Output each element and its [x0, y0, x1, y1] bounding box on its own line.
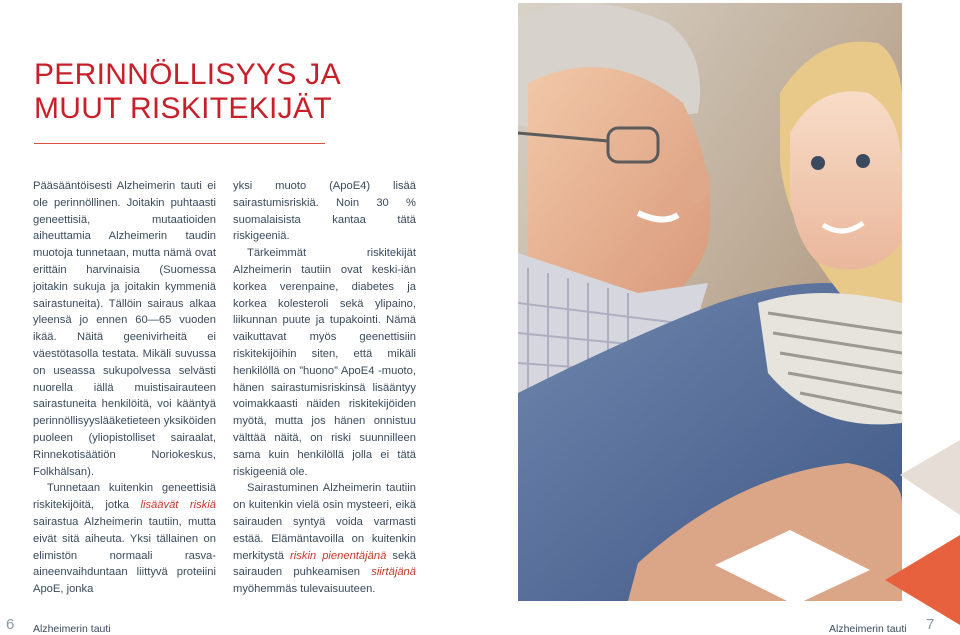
page-title — [34, 58, 354, 126]
middle-text-column — [233, 178, 416, 598]
page-number-left: 6 — [6, 616, 15, 633]
decorative-triangles — [700, 430, 960, 635]
footer-label-left: Alzheimerin tauti — [33, 623, 111, 635]
left-paragraph-1: Pääsääntöisesti Alzheimerin tauti ei ole perinnöllinen. Joitakin puhtaasti geneettisiä, mutaatioiden aiheuttamia Alzheimerin taudin muotoja tunnetaan, mutta nämä ovat erittäin harvinaisia (Suomessa joitakin sukuja ja joitakin kymmeniä sairastuneita). Tällöin sairaus alkaa yleensä jo ennen 60—65 vuoden ikää. Näitä geenivirheitä ei väestötasolla testata. Mikäli suvussa on useassa sukupolvessa selvästi nuorella iällä muistisairauteen sairastuneita henkilöitä, voi kääntyä perinnöllisyyslääketieteen yksiköiden puoleen (yliopistolliset sairaalat, Rinnekotisäätiön Noriokeskus, Folkhälsan). — [33, 180, 216, 478]
emphasis-risk-reducer: riskin pienentäjänä — [290, 549, 387, 562]
white-diamond-shape — [715, 530, 870, 605]
footer-label-right: Alzheimerin tauti — [829, 623, 907, 635]
middle-paragraph-3-start: Sairastuminen Alzheimerin tautiin on kuitenkin vielä osin mysteeri, eikä sairauden syntyä voida varmasti estää. Elämäntavoilla on kuitenkin merkitystä — [233, 482, 416, 562]
page-number-right: 7 — [926, 616, 935, 633]
page-title-line-1: PERINNÖLLISYYS JA — [34, 58, 341, 91]
emphasis-postponer: siirtäjänä — [371, 566, 416, 579]
middle-paragraph-3 — [233, 480, 416, 598]
left-paragraph-2-start: Tunnetaan kuitenkin geneettisiä riskitekijöitä, jotka — [33, 482, 216, 512]
orange-triangle — [885, 535, 960, 625]
middle-paragraph-1: yksi muoto (ApoE4) lisää sairastumisriskiä. Noin 30 % suomalaisista kantaa tätä riskigeeniä. — [233, 180, 416, 243]
title-underline — [34, 143, 325, 144]
beige-triangle — [900, 440, 960, 515]
middle-paragraph-2: Tärkeimmät riskitekijät Alzheimerin tautiin ovat keski-iän korkea verenpaine, diabetes ja korkea kolesteroli sekä ylipaino, liikunnan puute ja tupakointi. Nämä vaikuttavat myös geenettisiin riskitekijöihin siten, että mikäli henkilöllä on ”huono” ApoE4 -muoto, hänen sairastumisriskinsä lisääntyy voimakkaasti näiden riskitekijöiden myötä, mutta jos hänen onnistuu välttää näitä, on riski suunnilleen sama kuin henkilöllä jolla ei tätä riskigeeniä ole. — [233, 247, 416, 478]
middle-paragraph-3-mid: sekä sairauden puhkeamisen — [233, 549, 416, 579]
middle-paragraph-3-end: myöhemmäs tulevaisuuteen. — [233, 583, 376, 596]
page-title-line-2: MUUT RISKITEKIJÄT — [34, 92, 332, 125]
left-paragraph-2-end: sairastua Alzheimerin tautiin, mutta eivät sitä aiheuta. Yksi tällainen on elimistön normaali rasva-aineenvaihduntaan liittyvä proteiini ApoE, jonka — [33, 515, 216, 596]
emphasis-increase-risk: lisäävät riskiä — [140, 499, 216, 512]
left-paragraph-2 — [33, 480, 216, 598]
left-text-column — [33, 178, 216, 598]
